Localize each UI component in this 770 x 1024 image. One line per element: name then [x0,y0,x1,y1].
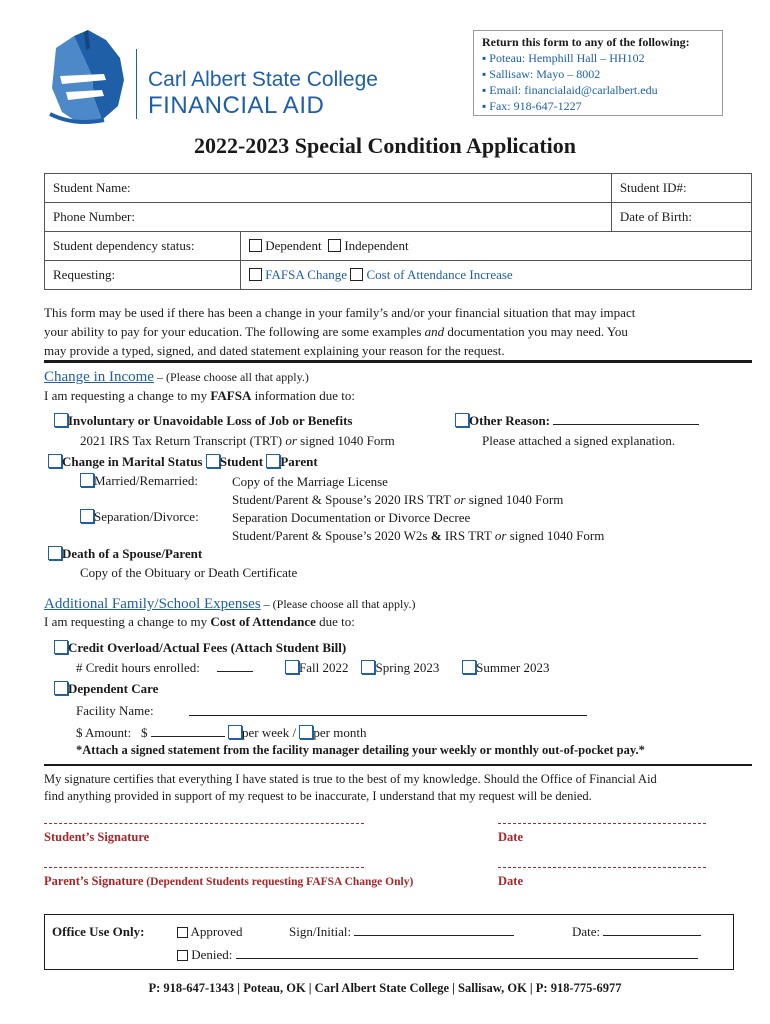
phone-field[interactable]: Phone Number: [45,203,612,232]
dob-field[interactable]: Date of Birth: [611,203,751,232]
married-option: Married/Remarried: [80,473,198,489]
dependency-options [241,232,752,261]
bullet-icon: ▪ [482,51,490,65]
requesting-options [241,261,752,290]
other-reason-checkbox[interactable] [455,413,469,427]
student-info-table [44,173,752,290]
overload-option: Credit Overload/Actual Fees (Attach Student Bill) [54,640,346,656]
attach-note: *Attach a signed statement from the facility manager detailing your weekly or monthly out-of-pocket pay.* [76,743,645,757]
denied-checkbox[interactable] [177,950,188,961]
amount-row: $ Amount: $ per week / per month [76,725,367,740]
per-month-checkbox[interactable] [299,725,313,739]
footer-contact: P: 918-647-1343 | Poteau, OK | Carl Albert State College | Sallisaw, OK | P: 918-775-6977 [148,981,622,995]
fall-checkbox[interactable] [285,660,299,674]
income-lead: I am requesting a change to my FAFSA information due to: [44,388,355,403]
parent-date-label: Date [498,874,523,888]
office-date-input[interactable] [603,935,701,936]
coa-increase-checkbox[interactable] [350,268,363,281]
separation-checkbox[interactable] [80,509,94,523]
student-id-field[interactable]: Student ID#: [611,174,751,203]
office-date-field: Date: [572,924,701,940]
dependent-checkbox[interactable] [249,239,262,252]
requesting-label: Requesting: [45,261,241,290]
return-list [482,50,714,114]
return-title: Return this form to any of the following: [482,35,690,49]
job-loss-option: Involuntary or Unavoidable Loss of Job or Benefits [54,413,352,429]
separation-docs: Separation Documentation or Divorce Decree Student/Parent & Spouse’s 2020 W2s & IRS TRT or signed 1040 Form [232,510,605,543]
bullet-icon: ▪ [482,67,490,81]
dependency-label: Student dependency status: [45,232,241,261]
expenses-lead: I am requesting a change to my Cost of Attendance due to: [44,614,355,629]
approved-checkbox[interactable] [177,927,188,938]
married-checkbox[interactable] [80,473,94,487]
credit-hours-input[interactable] [217,671,253,672]
marital-option: Change in Marital Status Student Parent [48,454,318,470]
office-use-label: Office Use Only: [52,924,145,939]
facility-label: Facility Name: [76,703,154,718]
independent-checkbox[interactable] [328,239,341,252]
approved-option: Approved [177,924,243,940]
logo-divider [136,49,137,119]
per-week-checkbox[interactable] [228,725,242,739]
intro-paragraph: This form may be used if there has been a change in your family’s and/or your financial situation that may impact your ability to pay for your education. The following are some examples and documentation you may need. You may provide a typed, signed, and dated statement explaining your reason for the request. [44,305,636,358]
return-poteau: Poteau: Hemphill Hall – HH102 [489,51,645,65]
independent-label: Independent [344,238,409,253]
return-info-box [473,30,723,116]
credit-hours-row: # Credit hours enrolled: [76,660,253,676]
student-name-field[interactable]: Student Name: [45,174,612,203]
spring-checkbox[interactable] [361,660,375,674]
return-sallisaw: Sallisaw: Mayo – 8002 [489,67,601,81]
parent-date-line[interactable] [498,867,706,868]
student-signature-label: Student’s Signature [44,830,150,844]
income-heading: Change in Income – (Please choose all that apply.) [44,369,309,385]
dependent-label: Dependent [265,238,322,253]
summer-checkbox[interactable] [462,660,476,674]
term-options: Fall 2022 Spring 2023 Summer 2023 [285,660,549,676]
section-divider [44,764,752,766]
coa-increase-label: Cost of Attendance Increase [366,267,513,282]
return-email[interactable]: Email: financialaid@carlalbert.edu [489,83,658,97]
death-doc: Copy of the Obituary or Death Certificate [80,565,298,580]
parent-signature-line[interactable] [44,867,364,868]
bullet-icon: ▪ [482,83,490,97]
death-option: Death of a Spouse/Parent [48,546,202,562]
marital-student-checkbox[interactable] [206,454,220,468]
death-checkbox[interactable] [48,546,62,560]
other-reason-option: Other Reason: [455,413,699,429]
overload-checkbox[interactable] [54,640,68,654]
dependent-care-option: Dependent Care [54,681,158,697]
separation-option: Separation/Divorce: [80,509,199,525]
college-logo-icon [44,28,144,128]
denied-option: Denied: [177,947,698,963]
department-name: FINANCIAL AID [148,92,325,119]
job-loss-checkbox[interactable] [54,413,68,427]
dependent-care-checkbox[interactable] [54,681,68,695]
married-docs: Copy of the Marriage License Student/Parent & Spouse’s 2020 IRS TRT or signed 1040 Form [232,474,564,507]
return-fax: Fax: 918-647-1227 [489,99,582,113]
parent-signature-label: Parent’s Signature (Dependent Students requesting FAFSA Change Only) [44,874,414,888]
marital-parent-checkbox[interactable] [266,454,280,468]
student-signature-line[interactable] [44,823,364,824]
other-reason-line[interactable] [553,424,699,425]
fafsa-change-checkbox[interactable] [249,268,262,281]
sign-initial-input[interactable] [354,935,514,936]
expenses-heading: Additional Family/School Expenses – (Please choose all that apply.) [44,596,416,612]
facility-name-input[interactable] [189,703,587,716]
amount-input[interactable] [151,736,225,737]
sign-initial-field: Sign/Initial: [289,924,514,940]
certification-text: My signature certifies that everything I have stated is true to the best of my knowledge. Should the Office of Financial Aid find anything provided in support of my request to be inaccurate, I understand that my request will be denied. [44,772,657,803]
denied-reason-input[interactable] [236,958,698,959]
section-divider [44,360,752,363]
marital-checkbox[interactable] [48,454,62,468]
job-loss-doc: 2021 IRS Tax Return Transcript (TRT) or signed 1040 Form [80,433,395,448]
fafsa-change-label: FAFSA Change [265,267,347,282]
student-date-line[interactable] [498,823,706,824]
other-reason-doc: Please attached a signed explanation. [482,433,676,448]
bullet-icon: ▪ [482,99,490,113]
student-date-label: Date [498,830,523,844]
college-name: Carl Albert State College [148,68,378,91]
page-title: 2022-2023 Special Condition Application [193,133,576,158]
